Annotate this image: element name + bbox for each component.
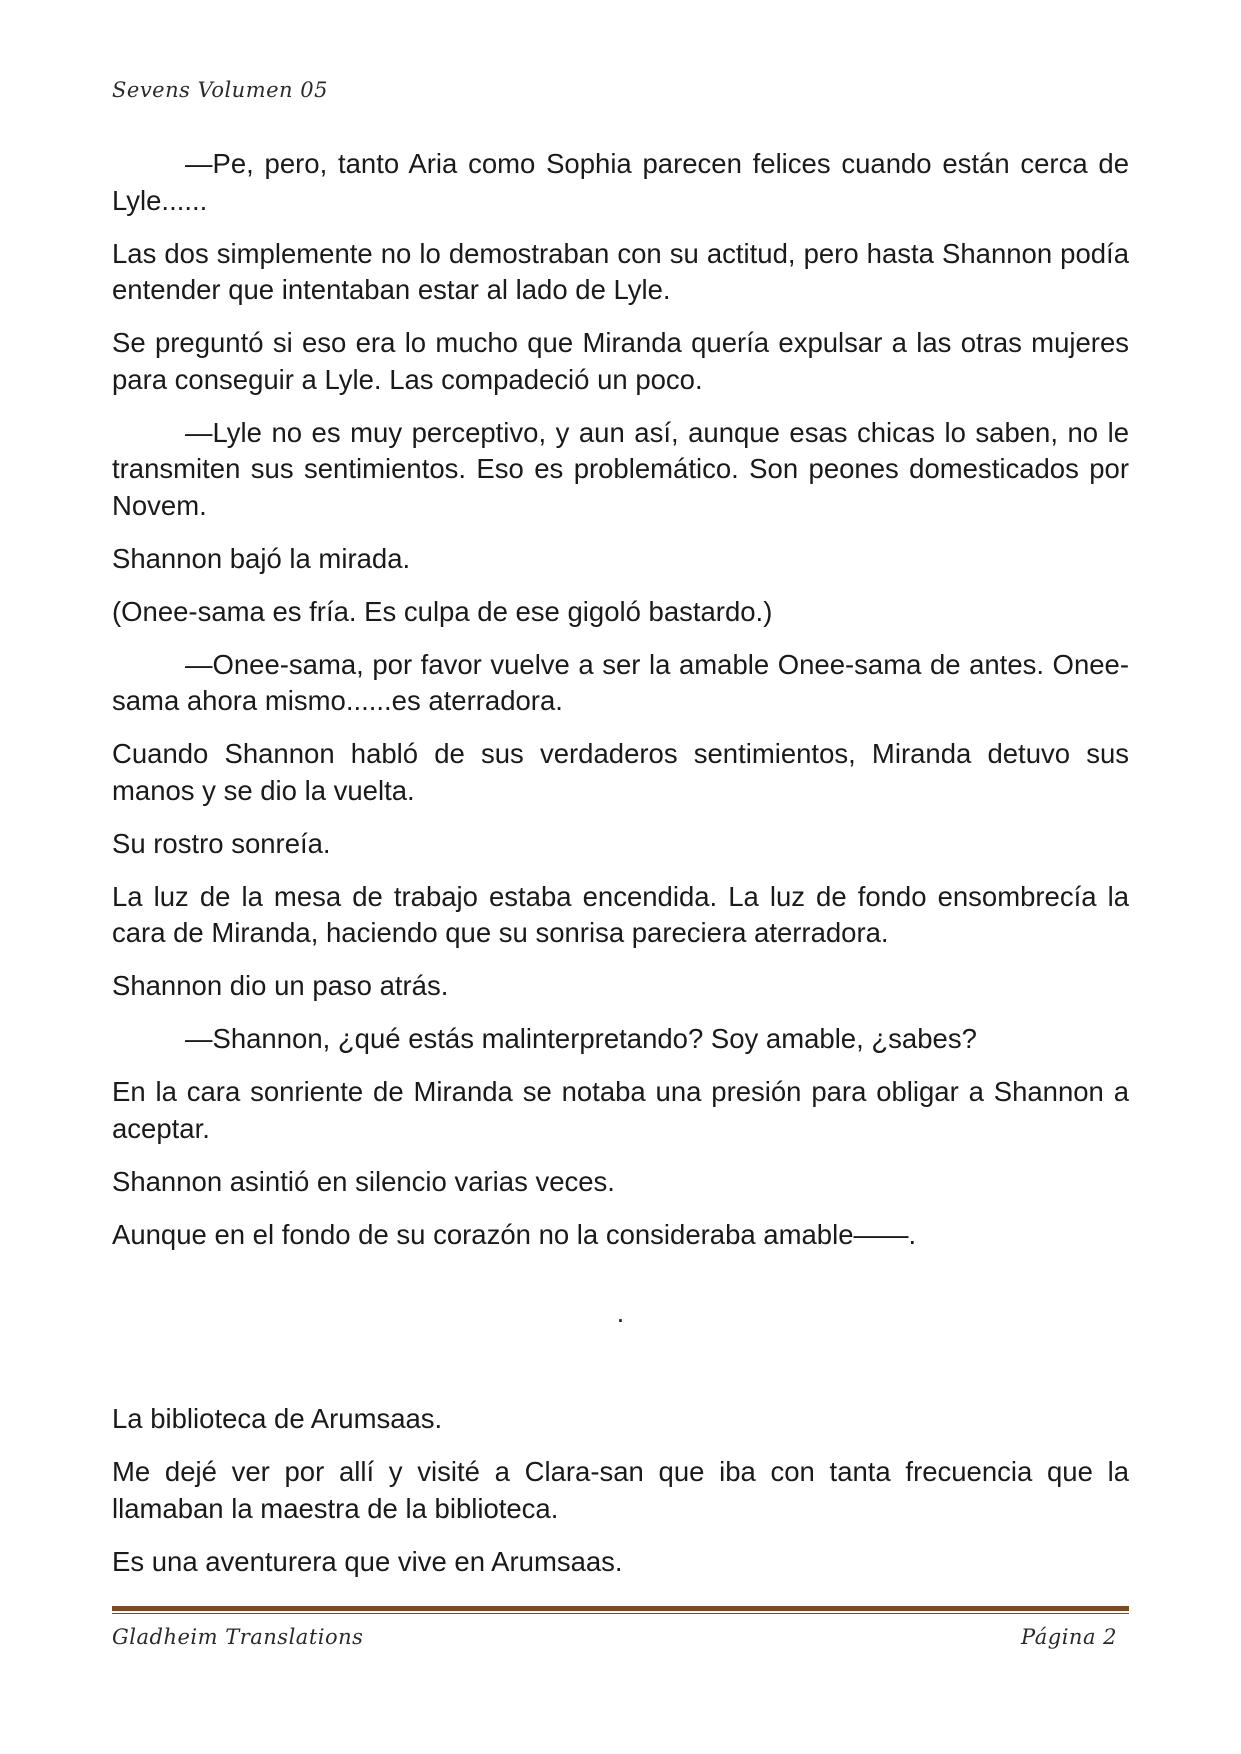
narration-paragraph: Aunque en el fondo de su corazón no la consideraba amable——. bbox=[112, 1218, 917, 1250]
page-number: Página 2 bbox=[1021, 1625, 1117, 1649]
footer-divider bbox=[112, 1606, 1129, 1611]
dialog-paragraph: —Pe, pero, tanto Aria como Sophia parecen felices cuando están cerca de Lyle...... bbox=[112, 148, 1129, 216]
narration-paragraph: La luz de la mesa de trabajo estaba encendida. La luz de fondo ensombrecía la cara de Miranda, haciendo que su sonrisa pareciera aterradora. bbox=[112, 880, 1129, 948]
narration-paragraph: Shannon dio un paso atrás. bbox=[112, 970, 449, 1001]
page-header: Sevens Volumen 05 bbox=[112, 78, 328, 102]
dialog-paragraph: —Lyle no es muy perceptivo, y aun así, aunque esas chicas lo saben, no le transmiten sus sentimientos. Eso es problemático. Son peones domesticados por Novem. bbox=[112, 416, 1129, 521]
narration-paragraph: Es una aventurera que vive en Arumsaas. bbox=[112, 1545, 623, 1577]
narration-paragraph: Me dejé ver por allí y visité a Clara-san que iba con tanta frecuencia que la llamaban la maestra de la biblioteca. bbox=[112, 1456, 1129, 1524]
narration-paragraph: Shannon bajó la mirada. bbox=[112, 542, 411, 574]
narration-paragraph: Las dos simplemente no lo demostraban con su actitud, pero hasta Shannon podía entender que intentaban estar al lado de Lyle. bbox=[112, 237, 1129, 305]
dialog-paragraph: —Onee-sama, por favor vuelve a ser la amable Onee-sama de antes. Onee-sama ahora mismo......es aterradora. bbox=[112, 648, 1129, 716]
footer-divider-thin bbox=[112, 1613, 1129, 1614]
narration-paragraph: En la cara sonriente de Miranda se notaba una presión para obligar a Shannon a aceptar. bbox=[112, 1076, 1129, 1144]
narration-paragraph: Se preguntó si eso era lo mucho que Miranda quería expulsar a las otras mujeres para conseguir a Lyle. Las compadeció un poco. bbox=[112, 327, 1129, 395]
narration-paragraph: (Onee-sama es fría. Es culpa de ese gigoló bastardo.) bbox=[112, 595, 773, 627]
narration-paragraph: Cuando Shannon habló de sus verdaderos sentimientos, Miranda detuvo sus manos y se dio la vuelta. bbox=[112, 738, 1129, 806]
narration-paragraph: La biblioteca de Arumsaas. bbox=[112, 1403, 443, 1434]
footer-credit: Gladheim Translations bbox=[112, 1625, 364, 1649]
narration-paragraph: Su rostro sonreía. bbox=[112, 827, 331, 859]
dialog-paragraph: —Shannon, ¿qué estás malinterpretando? Soy amable, ¿sabes? bbox=[185, 1023, 977, 1054]
narration-paragraph: Shannon asintió en silencio varias veces. bbox=[112, 1165, 615, 1197]
page-body bbox=[112, 146, 1129, 1597]
scene-separator: . bbox=[616, 1298, 625, 1328]
